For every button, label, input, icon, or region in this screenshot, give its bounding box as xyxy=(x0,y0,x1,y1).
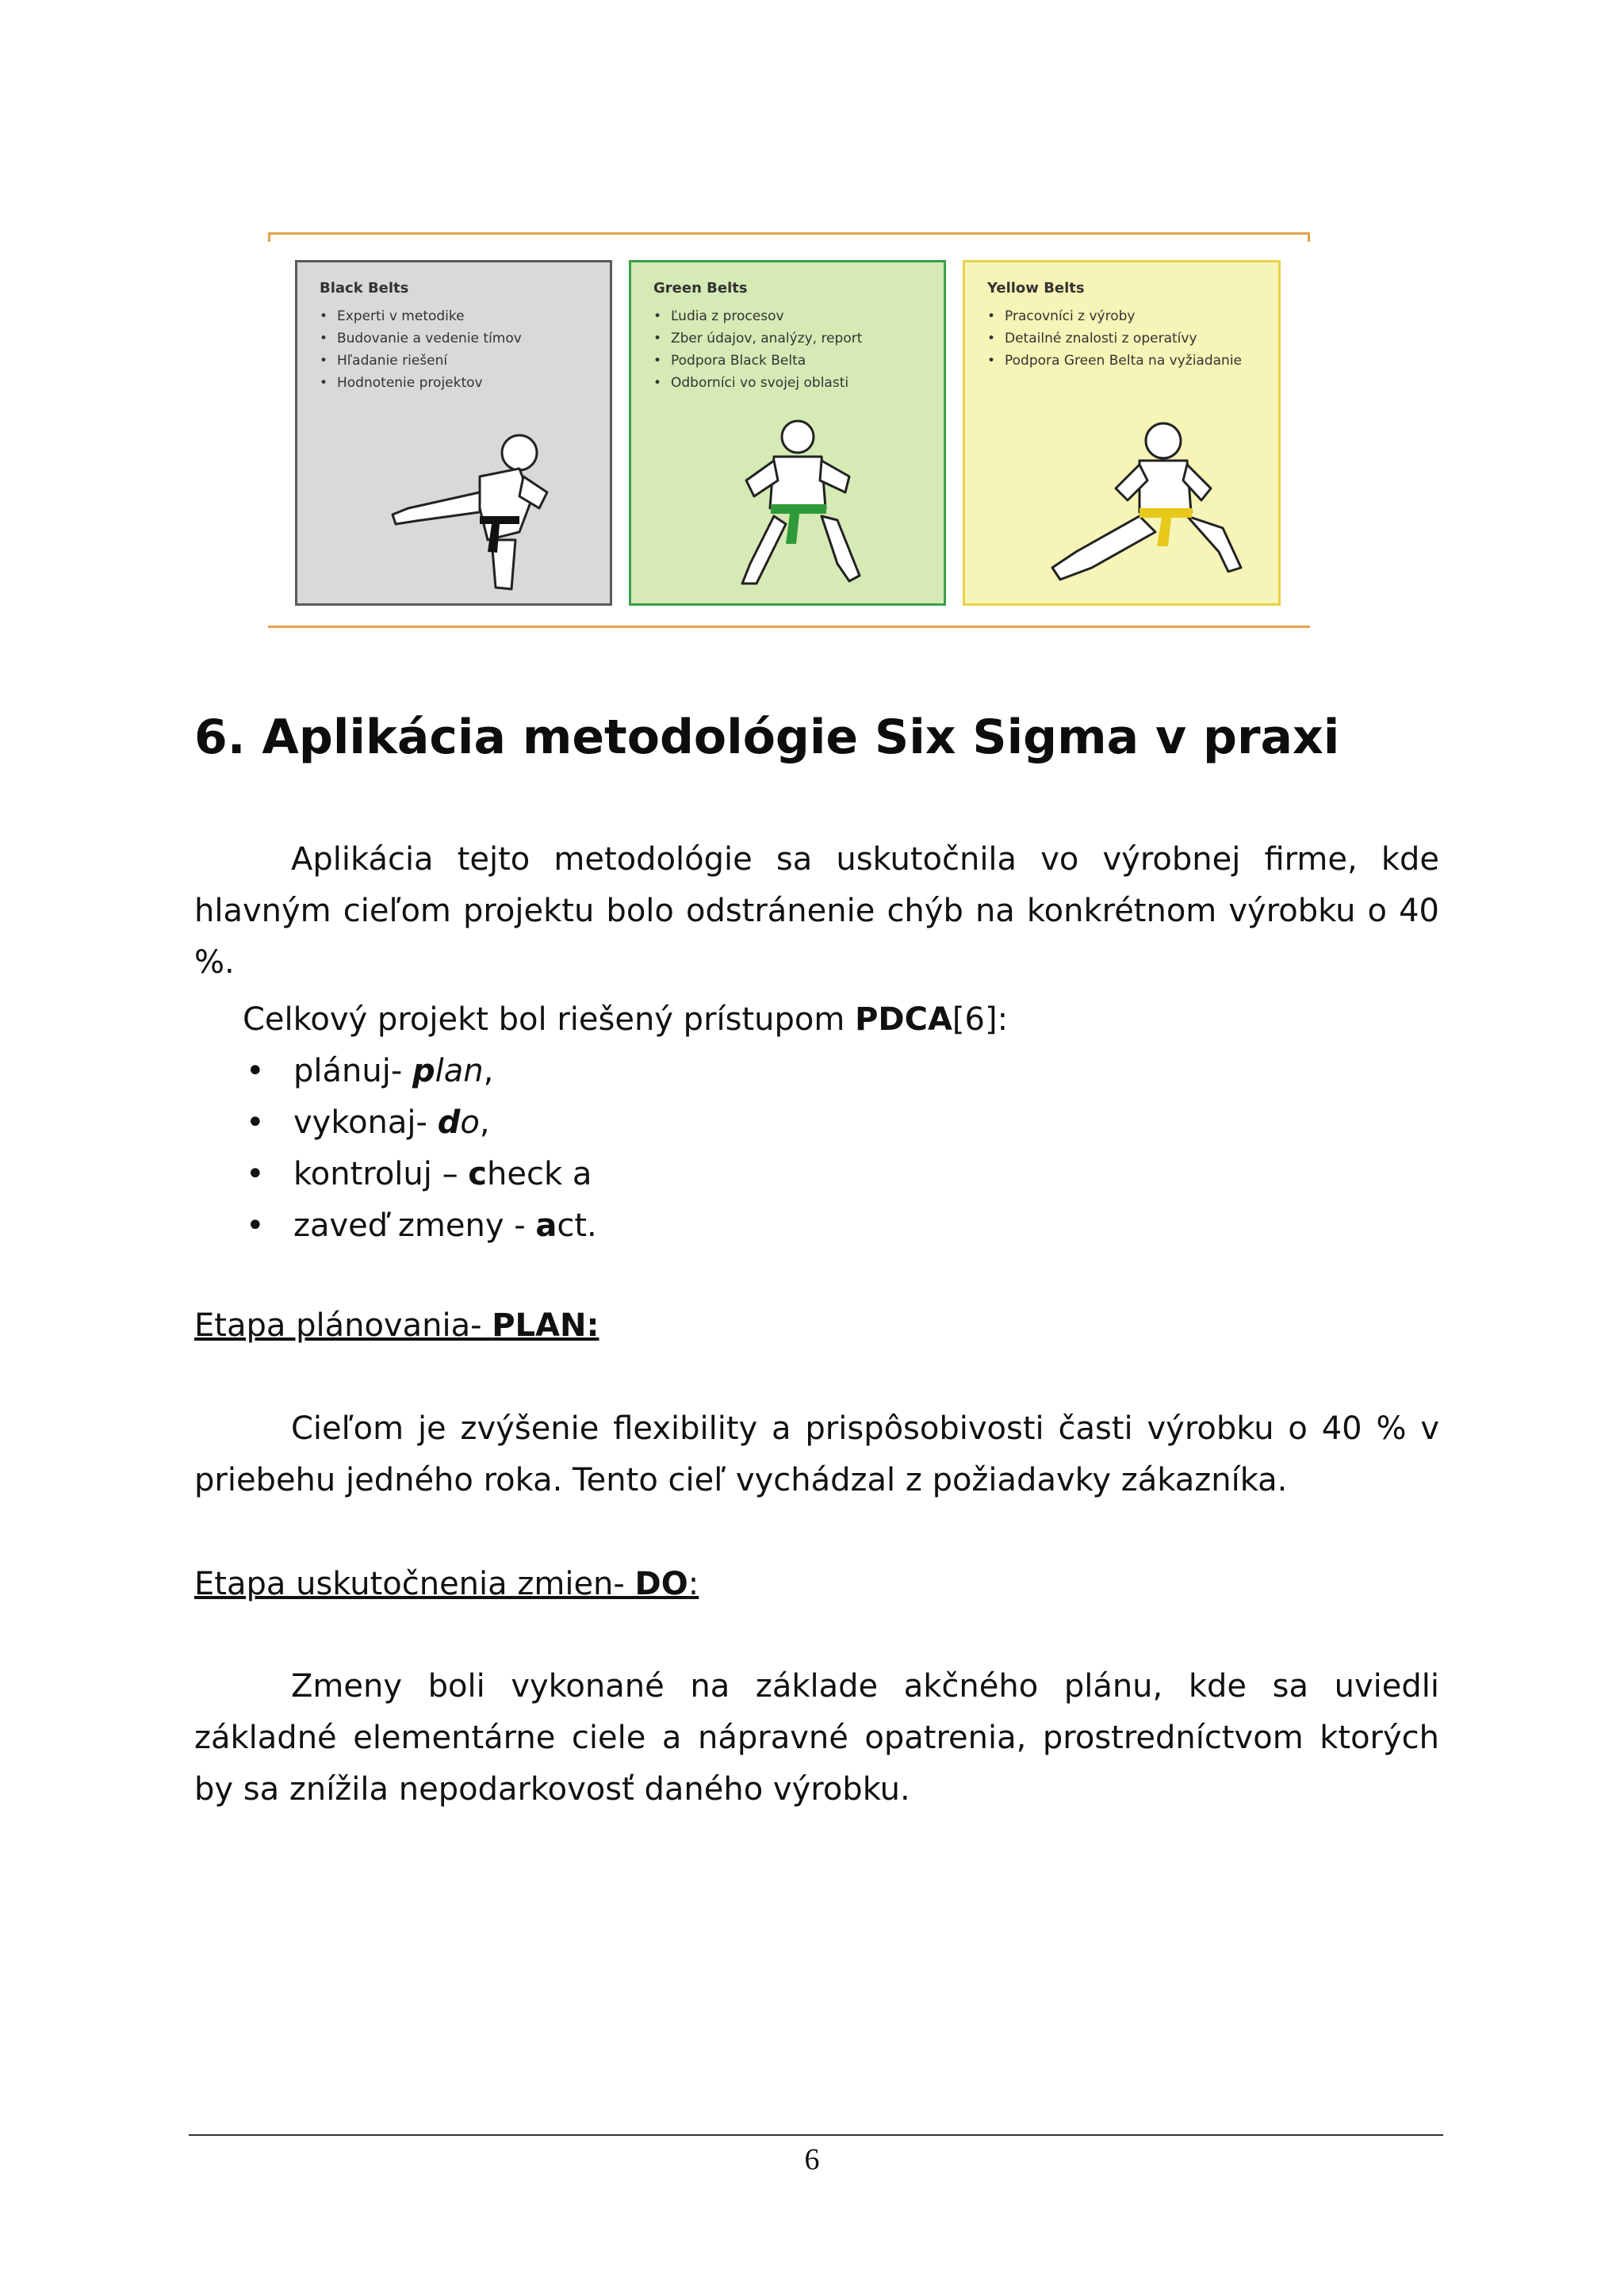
item-rest: lan xyxy=(435,1053,484,1089)
paragraph-text: Aplikácia tejto metodológie sa uskutočnila vo výrobnej firme, kde hlavným cieľom projektu bolo odstránenie chýb na konkrétnom výrobku o 40 %. xyxy=(194,841,1439,981)
list-item xyxy=(243,1097,597,1149)
list-item xyxy=(243,1149,597,1200)
do-paragraph xyxy=(194,1661,1439,1816)
black-belts-panel xyxy=(295,260,612,606)
item-text: vykonaj- xyxy=(293,1104,438,1141)
green-belts-panel xyxy=(629,260,946,606)
plan-stage-label xyxy=(194,1300,599,1352)
belts-figure xyxy=(268,232,1310,628)
green-belt-fighter-illustration xyxy=(718,413,877,595)
list-item: • Ľudia z procesov xyxy=(653,305,862,327)
label-text: Etapa plánovania- xyxy=(194,1307,492,1344)
panel-title: Black Belts xyxy=(320,280,409,297)
panel-title: Yellow Belts xyxy=(987,280,1085,297)
item-rest: o xyxy=(460,1104,480,1141)
list-item: • Podpora Black Belta xyxy=(653,350,862,372)
panel-title: Green Belts xyxy=(653,280,748,297)
list-item: • Podpora Green Belta na vyžiadanie xyxy=(987,350,1242,372)
list-item: • Odborníci vo svojej oblasti xyxy=(653,372,862,394)
yellow-belt-fighter-illustration xyxy=(1021,413,1258,591)
label-bold: DO xyxy=(634,1566,688,1602)
item-letter: c xyxy=(468,1156,488,1192)
black-belt-fighter-illustration xyxy=(361,421,567,595)
item-text: zaveď zmeny - xyxy=(293,1207,536,1244)
list-item xyxy=(243,1200,597,1252)
item-letter: a xyxy=(535,1207,557,1244)
list-item: • Experti v metodike xyxy=(320,305,522,327)
list-item: • Hľadanie riešení xyxy=(320,350,522,372)
list-item xyxy=(243,1046,597,1097)
list-item: • Budovanie a vedenie tímov xyxy=(320,327,522,350)
list-item: • Zber údajov, analýzy, report xyxy=(653,327,862,350)
label-end: : xyxy=(688,1566,699,1602)
pdca-list xyxy=(243,1046,597,1252)
list-item: • Detailné znalosti z operatívy xyxy=(987,327,1242,350)
section-heading: 6. Aplikácia metodológie Six Sigma v praxi xyxy=(194,710,1340,765)
plan-paragraph xyxy=(194,1403,1439,1506)
pdca-acronym: PDCA xyxy=(855,1001,952,1038)
panel-list xyxy=(320,305,522,394)
list-item: • Hodnotenie projektov xyxy=(320,372,522,394)
item-text: plánuj- xyxy=(293,1053,412,1089)
yellow-belts-panel xyxy=(963,260,1281,606)
paragraph-text: Zmeny boli vykonané na základe akčného plánu, kde sa uviedli základné elementárne ciele a nápravné opatrenia, prostredníctvom ktorých by sa znížila nepodarkovosť daného výrobku. xyxy=(194,1668,1439,1808)
label-bold: PLAN: xyxy=(492,1307,599,1344)
pdca-intro-text: Celkový projekt bol riešený prístupom xyxy=(243,1001,856,1038)
pdca-reference: [6]: xyxy=(952,1001,1009,1038)
list-item: • Pracovníci z výroby xyxy=(987,305,1242,327)
pdca-intro xyxy=(243,994,1008,1046)
label-text: Etapa uskutočnenia zmien- xyxy=(194,1566,635,1602)
footer-rule xyxy=(189,2134,1443,2136)
item-text: kontroluj – xyxy=(293,1156,469,1192)
item-end: , xyxy=(483,1053,494,1089)
intro-paragraph xyxy=(194,834,1439,989)
page-number: 6 xyxy=(804,2143,820,2176)
item-rest: ct. xyxy=(557,1207,597,1244)
paragraph-text: Cieľom je zvýšenie flexibility a prispôsobivosti časti výrobku o 40 % v priebehu jedného roka. Tento cieľ vychádzal z požiadavky zákazníka. xyxy=(194,1410,1439,1498)
item-end: , xyxy=(479,1104,490,1141)
panel-list xyxy=(987,305,1242,372)
item-letter: p xyxy=(412,1053,435,1089)
do-stage-label xyxy=(194,1559,699,1610)
panel-list xyxy=(653,305,862,394)
item-letter: d xyxy=(437,1104,461,1141)
item-rest: heck a xyxy=(487,1156,592,1192)
